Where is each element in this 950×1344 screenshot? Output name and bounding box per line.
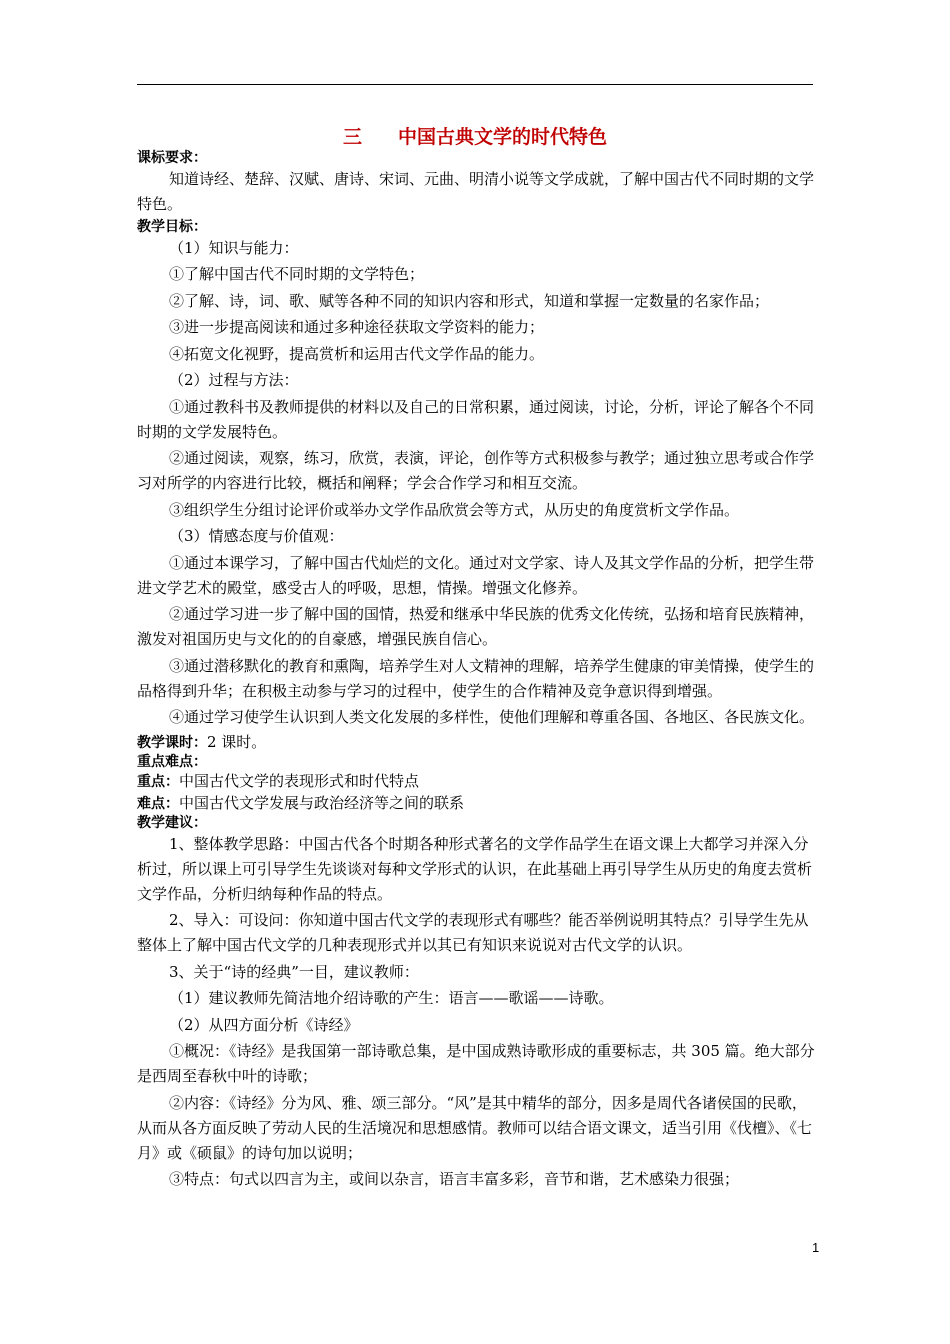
paragraph: ④拓宽文化视野，提高赏析和运用古代文学作品的能力。: [169, 344, 545, 363]
paragraph: ②了解、诗，词、歌、赋等各种不同的知识内容和形式，知道和掌握一定数量的名家作品；: [169, 291, 770, 310]
class-hours-label: 教学课时：: [137, 734, 207, 751]
document-body: [137, 150, 815, 1194]
paragraph: 知道诗经、楚辞、汉赋、唐诗、宋词、元曲、明清小说等文学成就，了解中国古代不同时期的文学特色。: [137, 170, 815, 213]
paragraph: ③组织学生分组讨论评价或举办文学作品欣赏会等方式，从历史的角度赏析文学作品。: [169, 500, 740, 519]
header-rule: [137, 84, 813, 85]
key-point-label: 重点：: [137, 773, 179, 790]
paragraph: 1、整体教学思路：中国古代各个时期各种形式著名的文学作品学生在语文课上大都学习并深入分析过，所以课上可引导学生先谈谈对每种文学形式的认识，在此基础上再引导学生从历史的角度去赏析文学作品，分析归纳每种作品的特点。: [137, 834, 813, 903]
section-heading-goals: 教学目标：: [137, 218, 207, 235]
title-text: 中国古典文学的时代特色: [398, 126, 608, 148]
subheading: （3）情感态度与价值观：: [169, 527, 344, 545]
paragraph: ③通过潜移默化的教育和熏陶，培养学生对人文精神的理解，培养学生健康的审美情操，使学生的品格得到升华；在积极主动参与学习的过程中，使学生的合作精神及竞争意识得到增强。: [137, 656, 815, 700]
page-title: [0, 124, 950, 150]
section-heading-curriculum: 课标要求：: [137, 150, 207, 166]
class-hours-line: [137, 732, 815, 754]
paragraph: ①了解中国古代不同时期的文学特色；: [169, 265, 425, 283]
section-heading-suggestions: 教学建议：: [137, 814, 207, 831]
key-point-text: 中国古代文学的表现形式和时代特点: [179, 771, 420, 790]
difficulty-text: 中国古代文学发展与政治经济等之间的联系: [179, 793, 465, 812]
difficulty-label: 难点：: [137, 795, 179, 812]
paragraph: ④通过学习使学生认识到人类文化发展的多样性，使他们理解和尊重各国、各地区、各民族文化。: [169, 708, 815, 726]
subheading: （1）知识与能力：: [169, 238, 299, 257]
paragraph: （2）从四方面分析《诗经》: [169, 1015, 359, 1034]
paragraph: ②通过阅读，观察，练习，欣赏，表演，评论，创作等方式积极参与教学；通过独立思考或合作学习对所学的内容进行比较，概括和阐释；学会合作学习和相互交流。: [137, 449, 815, 492]
paragraph: ②通过学习进一步了解中国的国情，热爱和继承中华民族的优秀文化传统，弘扬和培育民族精神，激发对祖国历史与文化的的自豪感，增强民族自信心。: [137, 605, 815, 648]
paragraph: ①通过教科书及教师提供的材料以及自己的日常积累，通过阅读，讨论，分析，评论了解各个不同时期的文学发展特色。: [137, 397, 815, 441]
title-number: 三: [342, 126, 362, 148]
paragraph: ③进一步提高阅读和通过多种途径获取文学资料的能力；: [169, 318, 545, 336]
subheading: （2）过程与方法：: [169, 371, 299, 389]
section-heading-key-points: 重点难点：: [137, 753, 207, 770]
key-point-line: [137, 771, 815, 793]
paragraph: （1）建议教师先简洁地介绍诗歌的产生：语言——歌谣——诗歌。: [169, 989, 614, 1007]
page-number: 1: [812, 1240, 820, 1255]
paragraph: 3、关于“诗的经典”一目，建议教师：: [169, 962, 419, 981]
difficulty-line: [137, 793, 815, 815]
paragraph: ③特点：句式以四言为主，或间以杂言，语言丰富多彩，音节和谐，艺术感染力很强；: [169, 1170, 740, 1188]
class-hours-value: 2 课时。: [207, 732, 267, 751]
paragraph: ②内容：《诗经》分为风、雅、颂三部分。“风”是其中精华的部分，因多是周代各诸侯国的民歌，从而从各方面反映了劳动人民的生活境况和思想感情。教师可以结合语文课文，适当引用《伐檀》、《七月》或《硕鼠》的诗句加以说明；: [137, 1093, 813, 1162]
paragraph: ①概况：《诗经》是我国第一部诗歌总集，是中国成熟诗歌形成的重要标志，共 305 篇。绝大部分是西周至春秋中叶的诗歌；: [137, 1042, 815, 1085]
paragraph: 2、导入：可设问：你知道中国古代文学的表现形式有哪些？能否举例说明其特点？引导学生先从整体上了解中国古代文学的几种表现形式并以其已有知识来说说对古代文学的认识。: [137, 911, 809, 954]
paragraph: ①通过本课学习，了解中国古代灿烂的文化。通过对文学家、诗人及其文学作品的分析，把学生带进文学艺术的殿堂，感受古人的呼吸，思想，情操。增强文化修养。: [137, 553, 815, 597]
